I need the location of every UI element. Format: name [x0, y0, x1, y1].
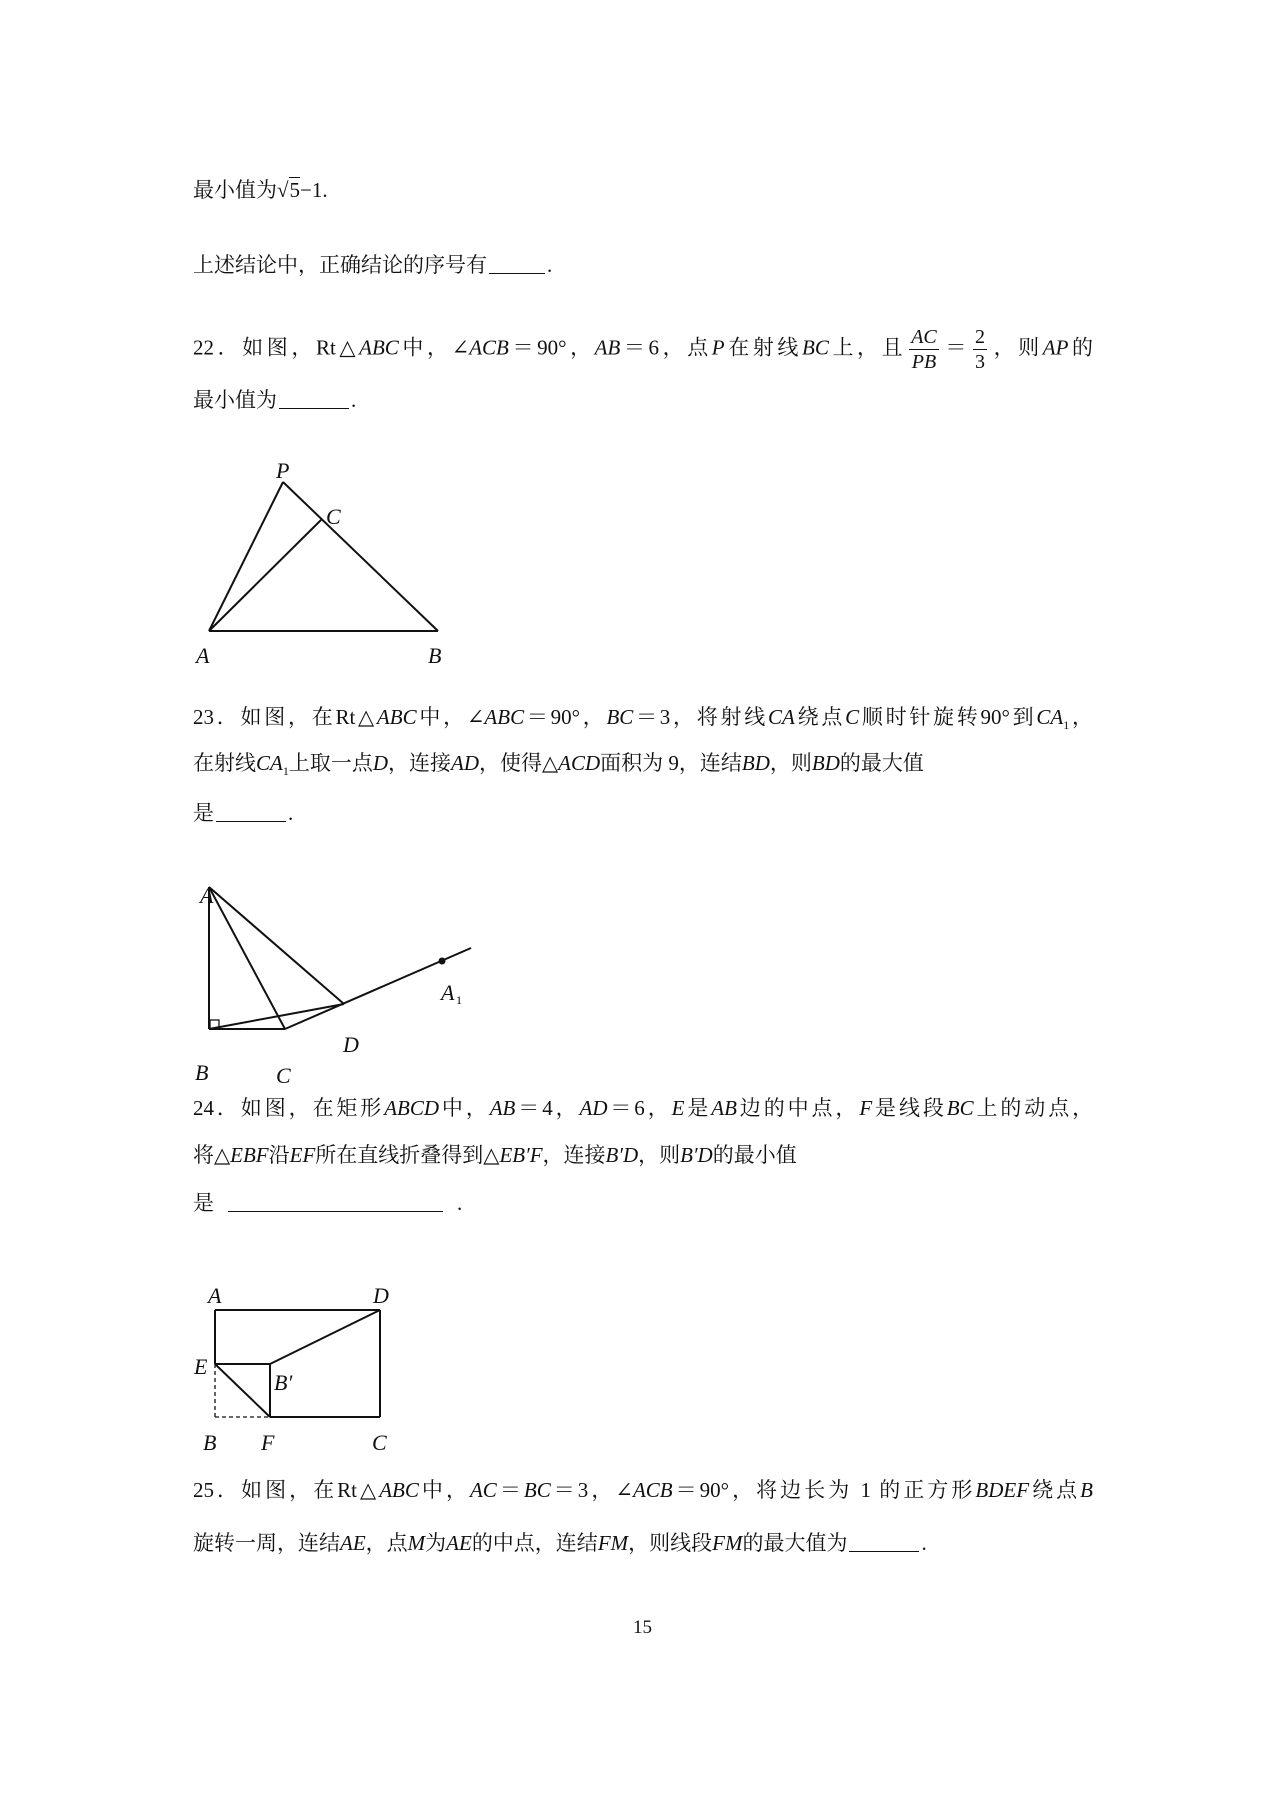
text-segment: 旋转一周，连结 [193, 1531, 340, 1555]
text-segment: 沿 [268, 1143, 290, 1167]
text-segment: 绕点 [794, 705, 846, 729]
label-f: F [261, 1430, 275, 1455]
radicand: 5 [289, 178, 301, 202]
math-variable: BC [802, 335, 829, 360]
text-segment: 的 [1068, 335, 1093, 360]
q22-figure [209, 482, 438, 631]
text-segment: 边的中点， [736, 1096, 860, 1120]
text-segment: 的最大值为 [742, 1531, 848, 1555]
fraction-numerator: AC [911, 326, 937, 348]
math-variable: ABC [359, 335, 399, 360]
text-segment: 上取一点 [288, 751, 373, 775]
math-variable: ABCD [384, 1096, 440, 1120]
text-segment: 22．如图，Rt△ [193, 335, 360, 360]
text-segment: ＝ [941, 335, 970, 360]
text-segment: 中， [418, 1478, 470, 1502]
text-segment: 中， [439, 1096, 490, 1120]
text-segment: . [921, 1531, 927, 1555]
math-variable: AB [711, 1096, 737, 1120]
math-variable: AP [1042, 335, 1069, 360]
math-variable: ABC [376, 705, 417, 729]
text-segment: 上，且 [828, 335, 907, 360]
math-variable: ACB [632, 1478, 673, 1502]
segment-ef [215, 1364, 270, 1417]
text-segment: . [351, 388, 357, 412]
label-c: C [276, 1063, 291, 1088]
point-a1 [439, 958, 446, 965]
segment-b-prime-d [270, 1310, 380, 1364]
text-segment: 是 [193, 1191, 214, 1215]
math-variable: B′D [605, 1143, 639, 1167]
math-variable: CA [768, 705, 795, 729]
text-segment: 的最小值 [712, 1143, 797, 1167]
text-segment: 是 [193, 801, 214, 825]
math-variable: AC [469, 1478, 497, 1502]
math-variable: BC [523, 1478, 551, 1502]
math-variable: C [845, 705, 860, 729]
math-variable: FM [712, 1531, 743, 1555]
text-segment: . [547, 253, 553, 277]
math-variable: B [1080, 1478, 1093, 1502]
text-segment: 的最大值 [839, 751, 924, 775]
label-c: C [326, 504, 341, 529]
q24-figure [215, 1310, 380, 1417]
text-segment: 顺时针旋转90°到 [859, 705, 1037, 729]
text-segment: ，点 [365, 1531, 408, 1555]
math-variable: D [372, 751, 389, 775]
text-segment: 上述结论中，正确结论的序号有 [193, 253, 487, 277]
math-variable: AE [446, 1531, 472, 1555]
segment-ad [209, 887, 344, 1004]
text-segment: 23．如图，在Rt△ [193, 705, 377, 729]
text-segment: 中，∠ [416, 705, 485, 729]
text-segment: ＝90°， [524, 705, 607, 729]
text-segment: ，则 [769, 751, 812, 775]
text-segment: ，连接 [388, 751, 452, 775]
math-variable: B′D [680, 1143, 713, 1167]
text-segment: 面积为 9，连结 [600, 751, 742, 775]
text-segment: 最小值为 [193, 388, 277, 412]
label-a: A [200, 883, 214, 908]
math-variable: AB [594, 335, 621, 360]
text-segment: . [457, 1191, 463, 1215]
label-b: B [428, 643, 442, 668]
subscript: 1 [1063, 718, 1070, 733]
segment-ac [209, 887, 285, 1029]
text-segment: ，使得△ [479, 751, 559, 775]
text-segment: ，则 [638, 1143, 681, 1167]
q23-figure [209, 887, 471, 1029]
text-segment: 24．如图，在矩形 [193, 1096, 385, 1120]
label-d: D [373, 1283, 389, 1308]
text-segment: 为 [425, 1531, 447, 1555]
math-variable: ABC [484, 705, 525, 729]
text-segment: ＝90°， [508, 335, 595, 360]
label-b: B [195, 1060, 209, 1085]
text-segment: 25．如图，在Rt△ [193, 1478, 380, 1502]
segment-pb [283, 482, 438, 631]
text-segment: ＝4， [515, 1096, 580, 1120]
text-segment: −1. [300, 178, 328, 202]
label-a: A [196, 643, 210, 668]
math-variable: E [671, 1096, 685, 1120]
text-segment: ＝6，点 [620, 335, 712, 360]
text-segment: 中，∠ [398, 335, 470, 360]
text-segment: 上的动点， [973, 1096, 1094, 1120]
page-number: 15 [633, 1617, 652, 1638]
math-variable: AE [340, 1531, 366, 1555]
text-segment: 在射线 [193, 751, 256, 775]
label-a1-subscript: 1 [456, 993, 462, 1007]
text-segment: 的中点，连结 [471, 1531, 598, 1555]
label-a1: A [441, 980, 455, 1005]
label-d: D [343, 1032, 359, 1057]
math-variable: EF [289, 1143, 316, 1167]
math-variable: AB [489, 1096, 516, 1120]
text-segment: ＝90°，将边长为 1 的正方形 [672, 1478, 976, 1502]
label-b-prime: B′ [274, 1370, 293, 1395]
text-segment: ＝3，将射线 [633, 705, 768, 729]
math-variable: ABC [379, 1478, 419, 1502]
segment-pa [209, 482, 283, 631]
math-variable: FM [597, 1531, 629, 1555]
text-segment: 绕点 [1029, 1478, 1081, 1502]
label-c: C [372, 1430, 387, 1455]
math-variable: BC [946, 1096, 974, 1120]
fraction-denominator: 3 [974, 351, 985, 373]
math-variable: P [711, 335, 725, 360]
text-segment: ＝6， [607, 1096, 672, 1120]
math-variable: AD [451, 751, 480, 775]
label-b: B [203, 1430, 217, 1455]
segment-ac [209, 519, 322, 631]
math-variable: BDEF [975, 1478, 1030, 1502]
math-variable: ACD [558, 751, 601, 775]
text-segment: ＝ [496, 1478, 524, 1502]
math-variable: EB′F [499, 1143, 543, 1167]
text-segment: 将△ [193, 1143, 231, 1167]
math-variable: BD [811, 751, 840, 775]
fraction-denominator: PB [911, 351, 937, 373]
text-segment: 是线段 [872, 1096, 947, 1120]
text-segment: 是 [684, 1096, 712, 1120]
text-segment: . [288, 801, 294, 825]
math-variable: BC [606, 705, 634, 729]
math-variable: EBF [230, 1143, 269, 1167]
label-p: P [276, 458, 290, 483]
text-segment: ＝3，∠ [550, 1478, 633, 1502]
math-variable: AD [579, 1096, 608, 1120]
text-segment: ，连接 [542, 1143, 606, 1167]
math-variable: F [859, 1096, 873, 1120]
fraction-numerator: 2 [974, 326, 985, 348]
text-segment: 在射线 [724, 335, 802, 360]
subscript: 1 [282, 764, 289, 779]
text-segment: √ [277, 178, 289, 202]
math-variable: BD [741, 751, 770, 775]
text-segment: ，则线段 [628, 1531, 713, 1555]
text-segment: ，则 [989, 335, 1043, 360]
segment-bd [209, 1004, 344, 1029]
math-variable: CA [256, 751, 283, 775]
label-a: A [208, 1283, 222, 1308]
math-variable: M [407, 1531, 426, 1555]
text-segment: 最小值为 [193, 178, 277, 202]
text-segment: ， [1069, 705, 1094, 729]
math-variable: ACB [469, 335, 509, 360]
label-e: E [194, 1354, 208, 1379]
math-variable: CA [1036, 705, 1064, 729]
text-segment: 所在直线折叠得到△ [315, 1143, 500, 1167]
